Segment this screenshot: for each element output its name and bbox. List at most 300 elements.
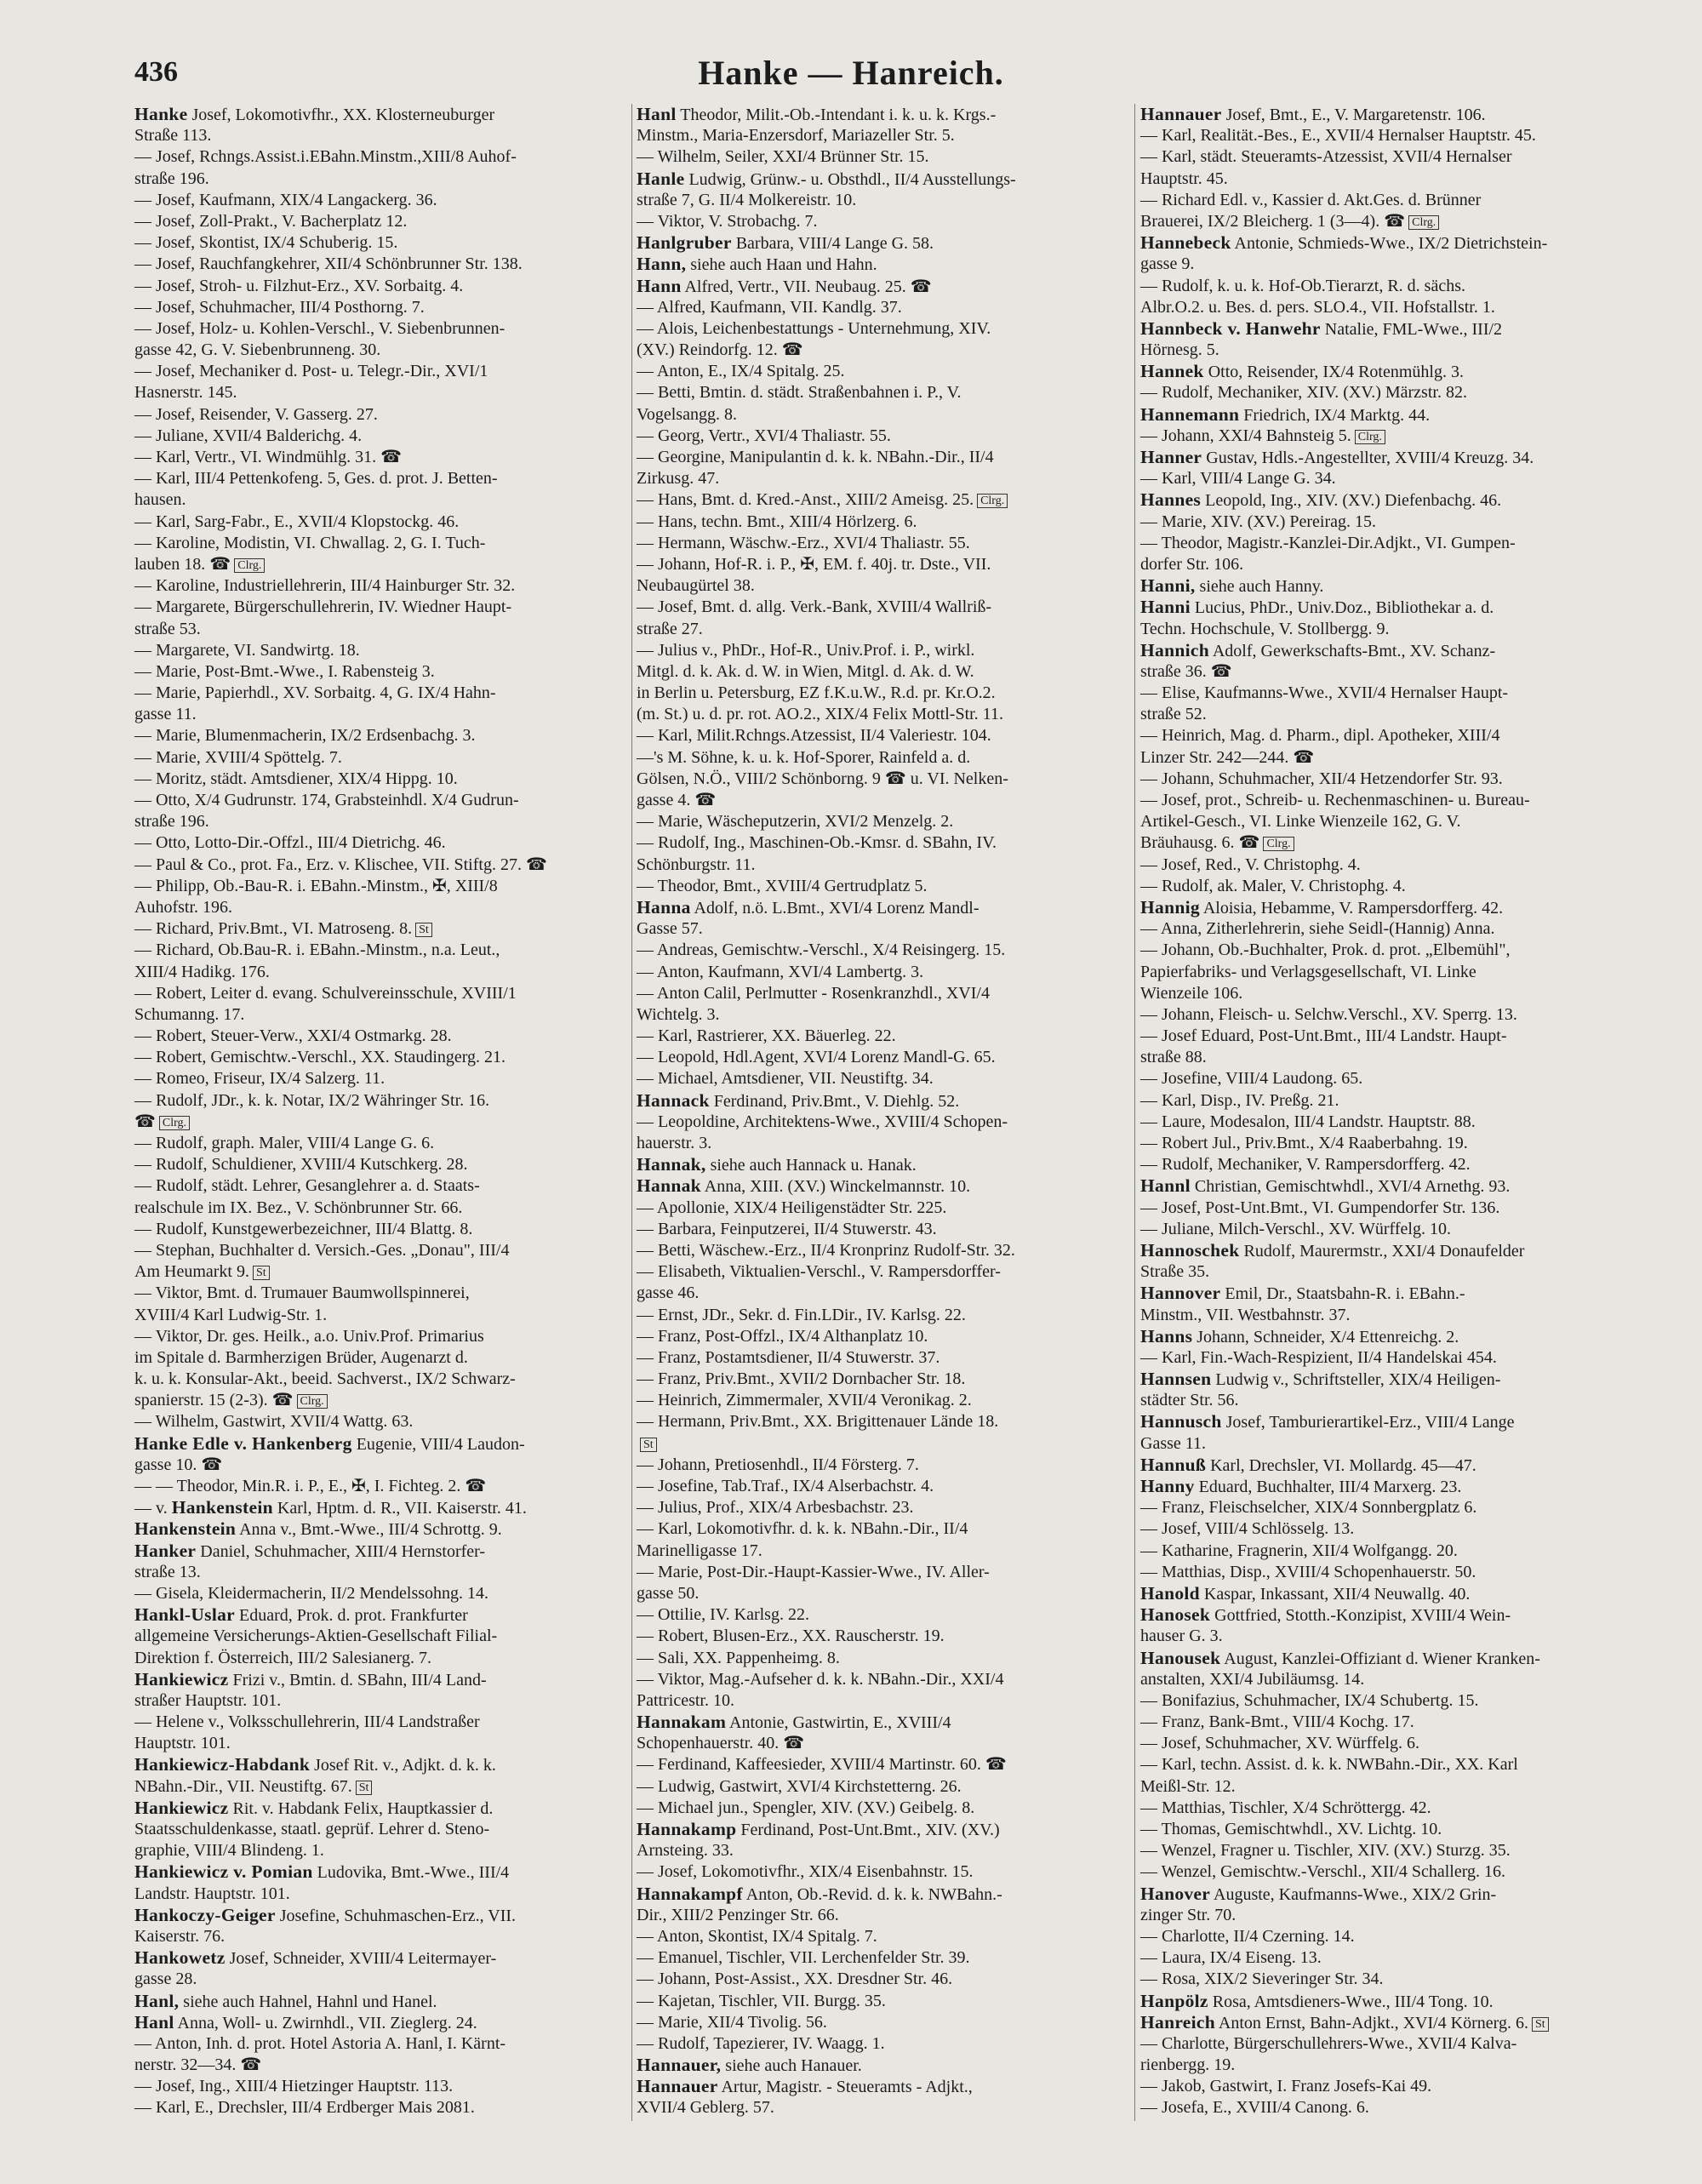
listing-badge: St [1532,2017,1549,2032]
entry-surname: Hankl-Uslar [134,1604,235,1626]
directory-line: Papierfabriks- und Verlagsgesellschaft, VI. Linke [1140,962,1476,981]
directory-line: — Moritz, städt. Amtsdiener, XIX/4 Hippg. 10. [134,769,458,788]
entry-surname: Hanke [134,104,188,124]
directory-line: Gasse 57. [637,919,703,939]
directory-line: — Otto, X/4 Gudrunstr. 174, Grabsteinhdl. X/4 Gudrun- [134,791,519,809]
directory-line: — Karl, VIII/4 Lange G. 34. [1140,469,1336,489]
entry-surname: Hannakam [637,1712,727,1733]
directory-line: Minstm., VII. Westbahnstr. 37. [1140,1305,1351,1324]
directory-line: — Josef, Schuhmacher, XV. Würffelg. 6. [1140,1734,1420,1753]
entry-text: Ferdinand, Post-Unt.Bmt., XIV. (XV.) [736,1821,1000,1839]
directory-line: — Richard Edl. v., Kassier d. Akt.Ges. d. Brünner [1140,190,1482,209]
entry-text: Bräuhausg. 6. ☎ [1140,833,1260,853]
directory-line: — Karl, Disp., IV. Preßg. 21. [1140,1090,1339,1110]
directory-entry [637,1712,1132,1733]
directory-line: Hauptstr. 45. [1140,169,1228,188]
directory-line: — Betti, Wäschew.-Erz., II/4 Kronprinz Rudolf-Str. 32. [637,1240,1015,1260]
directory-line: — Robert, Leiter d. evang. Schulvereinsschule, XVIII/1 [134,983,517,1003]
directory-line: Neubaugürtel 38. [637,576,755,596]
directory-column-3 [1140,104,1636,2119]
directory-line: — Otto, Lotto-Dir.-Offzl., III/4 Dietrichg. 46. [134,833,446,853]
directory-entry [1140,232,1636,254]
directory-line: — Josef, Holz- u. Kohlen-Verschl., V. Siebenbrunnen- [134,318,505,338]
entry-text: Barbara, VIII/4 Lange G. 58. [731,234,934,254]
directory-line: Mitgl. d. k. Ak. d. W. in Wien, Mitgl. d. Ak. d. W. [637,661,974,681]
directory-line: — Franz, Priv.Bmt., XVII/2 Dornbacher Str. 18. [637,1369,966,1389]
directory-line: — Marie, XII/4 Tivolig. 56. [637,2012,827,2032]
directory-line: Pattricestr. 10. [637,1690,734,1710]
directory-line: (m. St.) u. d. pr. rot. AO.2., XIX/4 Felix Mottl-Str. 11. [637,705,1003,724]
directory-entry [637,1175,1132,1197]
directory-line: Straße 35. [1140,1262,1210,1282]
directory-entry [637,104,1132,125]
entry-text: Adolf, n.ö. L.Bmt., XVI/4 Lorenz Mandl- [690,898,980,918]
entry-text: spanierstr. 15 (2-3). ☎ [134,1391,294,1410]
directory-line: dorfer Str. 106. [1140,554,1244,574]
directory-line: — Karl, Lokomotivfhr. d. k. k. NBahn.-Dir., II/4 [637,1519,968,1539]
directory-line: — Bonifazius, Schuhmacher, IX/4 Schubertg. 15. [1140,1690,1479,1710]
directory-line: — Viktor, Dr. ges. Heilk., a.o. Univ.Prof. Primarius [134,1326,484,1346]
entry-text: Antonie, Gastwirtin, E., XVIII/4 [726,1713,951,1733]
directory-entry [134,104,630,125]
directory-line: im Spitale d. Barmherzigen Brüder, Augenarzt d. [134,1347,468,1367]
directory-line: — Josef, Rauchfangkehrer, XII/4 Schönbrunner Str. 138. [134,254,523,274]
directory-line: — Ernst, JDr., Sekr. d. Fin.LDir., IV. Karlsg. 22. [637,1305,966,1324]
directory-line: — Robert, Steuer-Verw., XXI/4 Ostmarkg. 28. [134,1026,452,1046]
directory-line: — Rudolf, Tapezierer, IV. Waagg. 1. [637,2033,885,2053]
directory-line: straße 196. [134,812,209,832]
directory-line: — Anna, Zitherlehrerin, siehe Seidl-(Hannig) Anna. [1140,919,1495,939]
directory-line: — Apollonie, XIX/4 Heiligenstädter Str. 225. [637,1198,947,1217]
directory-entry [1140,426,1636,447]
entry-surname: Hanreich [1140,2011,1216,2032]
entry-surname: Hannak, [637,1154,706,1175]
directory-line: — Josef, Zoll-Prakt., V. Bacherplatz 12. [134,211,408,231]
directory-entry [134,1518,630,1540]
entry-text: Daniel, Schuhmacher, XIII/4 Hernstorfer- [196,1541,486,1561]
directory-line: hauser G. 3. [1140,1627,1223,1646]
directory-entry [134,1776,630,1798]
directory-entry [637,1154,1132,1175]
directory-line: — Josef, Red., V. Christophg. 4. [1140,855,1361,874]
directory-line: — Philipp, Ob.-Bau-R. i. EBahn.-Minstm., ✠, XIII/8 [134,876,498,895]
directory-line: gasse 11. [134,705,197,724]
directory-line: — Richard, Ob.Bau-R. i. EBahn.-Minstm., n.a. Leut., [134,940,500,960]
entry-surname: Hannoschek [1140,1239,1240,1261]
entry-surname: Hanni [1140,597,1191,618]
entry-surname: Hanl [134,2011,174,2032]
directory-line: — Karl, Rastrierer, XX. Bäuerleg. 22. [637,1026,896,1046]
directory-line: zinger Str. 70. [1140,1905,1237,1924]
entry-surname: Hannak [637,1175,701,1197]
directory-line: in Berlin u. Petersburg, EZ f.K.u.W., R.d. pr. Kr.O.2. [637,683,996,703]
directory-line: — Katharine, Fragnerin, XII/4 Wolfgangg. 20. [1140,1541,1458,1560]
directory-entry [134,1861,630,1883]
directory-entry [637,2055,1132,2076]
directory-line: — Marie, XVIII/4 Spöttelg. 7. [134,747,342,767]
column-divider [1134,104,1135,2121]
entry-surname: Hannek [1140,361,1204,382]
directory-line: Zirkusg. 47. [637,469,720,489]
entry-text: — Hans, Bmt. d. Kred.-Anst., XIII/2 Ameisg. 25. [637,490,974,510]
directory-line: realschule im IX. Bez., V. Schönbrunner Str. 66. [134,1198,463,1217]
directory-entry [134,1261,630,1283]
entry-text: siehe auch Haan und Hahn. [686,255,877,275]
entry-surname: Hanover [1140,1883,1211,1904]
entry-surname: Hankenstein [171,1497,273,1518]
directory-entry [1140,1604,1636,1626]
entry-surname: Hankoczy-Geiger [134,1904,276,1925]
directory-entry [134,554,630,575]
entry-surname: Hann [637,275,682,296]
entry-surname: Hanosek [1140,1604,1211,1626]
entry-surname: Hannack [637,1089,710,1111]
listing-badge: Clrg. [977,494,1008,508]
entry-text: Gustav, Hdls.-Angestellter, XVIII/4 Kreuzg. 34. [1202,449,1534,467]
entry-surname: Hanner [1140,447,1202,467]
page-number: 436 [134,56,178,88]
entry-surname: Hannl [1140,1175,1191,1197]
directory-line: Gasse 11. [1140,1433,1207,1453]
directory-line: gasse 9. [1140,254,1195,274]
directory-line: — Laure, Modesalon, III/4 Landstr. Hauptstr. 88. [1140,1112,1476,1131]
directory-line: — Viktor, V. Strobachg. 7. [637,211,818,231]
directory-line: — Karl, städt. Steueramts-Atzessist, XVII/4 Hernalser [1140,147,1512,167]
directory-column-1 [134,104,630,2119]
directory-line: — Rudolf, graph. Maler, VIII/4 Lange G. 6. [134,1134,435,1152]
entry-text: Rosa, Amtsdieners-Wwe., III/4 Tong. 10. [1208,1992,1494,2011]
directory-line: — Rudolf, k. u. k. Hof-Ob.Tierarzt, R. d. sächs. [1140,276,1466,295]
directory-line: — Johann, Ob.-Buchhalter, Prok. d. prot. „Elbemühl", [1140,940,1511,960]
directory-line: — Charlotte, Bürgerschullehrers-Wwe., XVII/4 Kalva- [1140,2033,1517,2053]
directory-line: Kaiserstr. 76. [134,1926,226,1946]
directory-entry [1140,1326,1636,1347]
directory-entry [637,489,1132,511]
listing-badge: St [356,1781,373,1795]
entry-text: Ludwig v., Schriftsteller, XIX/4 Heiligen- [1211,1370,1501,1390]
directory-line: — Wenzel, Fragner u. Tischler, XIV. (XV.) Sturzg. 35. [1140,1841,1511,1861]
column-divider [631,104,632,2121]
entry-surname: Hanl [637,104,677,124]
directory-entry [637,1433,1132,1455]
directory-line: allgemeine Versicherungs-Aktien-Gesellschaft Filial- [134,1627,498,1646]
entry-text: siehe auch Hanny. [1195,577,1324,597]
entry-text: Josef, Lokomotivfhr., XX. Klosterneuburger [187,106,495,124]
directory-line: hausen. [134,490,186,510]
entry-surname: Hanker [134,1540,197,1561]
directory-entry [637,254,1132,275]
entry-surname: Hankenstein [134,1518,237,1540]
directory-line: — Andreas, Gemischtw.-Verschl., X/4 Reisingerg. 15. [637,940,1006,960]
directory-line: Wichtelg. 3. [637,1004,720,1024]
directory-line: — Karoline, Industriellehrerin, III/4 Hainburger Str. 32. [134,576,516,596]
directory-entry [1140,640,1636,661]
directory-entry [1140,1240,1636,1261]
directory-line: — Elise, Kaufmanns-Wwe., XVII/4 Hernalser Haupt- [1140,683,1509,703]
entry-text: Am Heumarkt 9. [134,1262,249,1282]
directory-line: — Theodor, Magistr.-Kanzlei-Dir.Adjkt., VI. Gumpen- [1140,533,1516,552]
directory-entry [637,897,1132,918]
entry-surname: Hanousek [1140,1647,1221,1668]
directory-entry [1140,104,1636,125]
directory-entry [134,1669,630,1690]
entry-surname: Hannuß [1140,1454,1207,1475]
entry-text: Christian, Gemischtwhdl., XVI/4 Arnethg. 93. [1190,1177,1511,1197]
entry-text: Brauerei, IX/2 Bleicherg. 1 (3—4). ☎ [1140,211,1406,231]
directory-line: — Marie, Wäscheputzerin, XVI/2 Menzelg. 2. [637,812,954,832]
entry-surname: Hannebeck [1140,232,1231,254]
directory-entry [1140,1283,1636,1304]
directory-entry [1140,832,1636,854]
directory-entry [134,2012,630,2033]
directory-line: — Alfred, Kaufmann, VII. Kandlg. 37. [637,297,902,317]
directory-line: — Viktor, Mag.-Aufseher d. k. k. NBahn.-Dir., XXI/4 [637,1669,1004,1689]
directory-entry [1140,404,1636,426]
directory-entry [1140,447,1636,468]
directory-line: — Marie, XIV. (XV.) Pereirag. 15. [1140,512,1376,531]
directory-line: — Juliane, Milch-Verschl., XV. Würffelg. 10. [1140,1219,1451,1238]
directory-line: — Matthias, Tischler, X/4 Schröttergg. 42. [1140,1798,1431,1817]
directory-line: — Rudolf, Mechaniker, V. Rampersdorfferg. 42. [1140,1155,1471,1175]
directory-entry [1140,1455,1636,1476]
directory-entry [1140,1175,1636,1197]
entry-surname: Hannbeck v. Hanwehr [1140,317,1321,339]
directory-entry [134,1991,630,2012]
directory-line: — Matthias, Disp., XVIII/4 Schopenhauerstr. 50. [1140,1562,1476,1581]
entry-text: Theodor, Milit.-Ob.-Intendant i. k. u. k. Krgs.- [676,106,997,124]
directory-entry [134,1112,630,1133]
entry-text: Karl, Hptm. d. R., VII. Kaiserstr. 41. [272,1499,527,1518]
directory-line: — Josefa, E., XVIII/4 Canong. 6. [1140,2098,1369,2118]
directory-line: — Johann, Pretiosenhdl., II/4 Försterg. 7. [637,1455,919,1474]
directory-line: —'s M. Söhne, k. u. k. Hof-Sporer, Rainfeld a. d. [637,747,971,767]
entry-text: Aloisia, Hebamme, V. Rampersdorfferg. 42. [1199,898,1504,918]
directory-line: — Jakob, Gastwirt, I. Franz Josefs-Kai 49. [1140,2077,1432,2096]
directory-line: — Karl, Fin.-Wach-Respizient, II/4 Handelskai 454. [1140,1347,1497,1367]
directory-line: Dir., XIII/2 Penzinger Str. 66. [637,1905,839,1924]
directory-line: Vogelsangg. 8. [637,404,737,424]
directory-entry [1140,597,1636,618]
directory-line: — Rosa, XIX/2 Sieveringer Str. 34. [1140,1970,1384,1989]
directory-line: Direktion f. Österreich, III/2 Salesianerg. 7. [134,1648,431,1667]
directory-line: — Alois, Leichenbestattungs - Unternehmung, XIV. [637,318,991,338]
entry-surname: Hankiewicz [134,1668,229,1689]
directory-line: — Josef, Skontist, IX/4 Schuberig. 15. [134,233,398,253]
directory-line: — Emanuel, Tischler, VII. Lerchenfelder Str. 39. [637,1948,970,1968]
entry-text: Friedrich, IX/4 Marktg. 44. [1239,405,1431,425]
directory-line: — Josef, Ing., XIII/4 Hietzinger Hauptstr. 113. [134,2077,454,2096]
entry-surname: Hannich [1140,639,1209,660]
directory-line: Hasnerstr. 145. [134,383,237,403]
directory-line: — Karl, E., Drechsler, III/4 Erdberger Mais 2081. [134,2098,475,2118]
directory-line: Wienzeile 106. [1140,983,1243,1003]
entry-text: Anna, Woll- u. Zwirnhdl., VII. Zieglerg. 24. [174,2013,477,2032]
directory-line: Hörnesg. 5. [1140,340,1219,360]
directory-line: — Johann, Hof-R. i. P., ✠, EM. f. 40j. tr. Dste., VII. [637,554,991,574]
directory-line: — Josef, Rchngs.Assist.i.EBahn.Minstm.,XIII/8 Auhof- [134,147,517,167]
listing-badge: St [415,923,432,937]
directory-line: straße 27. [637,619,703,638]
directory-line: — Viktor, Bmt. d. Trumauer Baumwollspinnerei, [134,1284,470,1303]
entry-text: Josef, Schneider, XVIII/4 Leitermayer- [225,1949,497,1969]
directory-entry [637,2076,1132,2097]
directory-line: — Franz, Bank-Bmt., VIII/4 Kochg. 17. [1140,1712,1414,1732]
entry-surname: Hanny [1140,1476,1195,1496]
directory-line: — Rudolf, Schuldiener, XVIII/4 Kutschkerg. 28. [134,1155,468,1175]
listing-badge: St [640,1438,657,1452]
directory-line: Techn. Hochschule, V. Stollbergg. 9. [1140,619,1390,638]
directory-line: — Marie, Post-Bmt.-Wwe., I. Rabensteig 3. [134,661,435,681]
directory-line: straße 196. [134,169,209,188]
directory-entry [1140,489,1636,511]
directory-line: straße 53. [134,619,201,638]
directory-line: — Margarete, Bürgerschullehrerin, IV. Wiedner Haupt- [134,597,512,617]
directory-line: Schönburgstr. 11. [637,855,756,874]
directory-line: — Rudolf, städt. Lehrer, Gesanglehrer a. d. Staats- [134,1176,480,1196]
directory-line: — Gisela, Kleidermacherin, II/2 Mendelssohng. 14. [134,1583,489,1603]
entry-text: siehe auch Hahnel, Hahnl und Hanel. [179,1992,437,2011]
directory-line: — Josef, VIII/4 Schlösselg. 13. [1140,1519,1355,1539]
directory-line: — Georgine, Manipulantin d. k. k. NBahn.-Dir., II/4 [637,448,994,466]
directory-line: — Michael jun., Spengler, XIV. (XV.) Geibelg. 8. [637,1798,975,1817]
directory-line: — Rudolf, ak. Maler, V. Christophg. 4. [1140,876,1406,895]
entry-text: Anton Ernst, Bahn-Adjkt., XVI/4 Körnerg. 6. [1215,2013,1528,2032]
directory-line: — Karl, techn. Assist. d. k. k. NWBahn.-Dir., XX. Karl [1140,1755,1518,1775]
directory-line: — Anton, Inh. d. prot. Hotel Astoria A. Hanl, I. Kärnt- [134,2033,506,2053]
directory-line: gasse 28. [134,1970,197,1989]
directory-line: XIII/4 Hadikg. 176. [134,962,270,981]
directory-line: Gölsen, N.Ö., VIII/2 Schönborng. 9 ☎ u. VI. Nelken- [637,769,1008,788]
directory-entry [1140,318,1636,340]
directory-column-2 [637,104,1132,2119]
entry-surname: Hannusch [1140,1411,1222,1432]
directory-line: gasse 4. ☎ [637,791,717,809]
directory-line: — Karl, Sarg-Fabr., E., XVII/4 Klopstockg. 46. [134,512,460,531]
entry-surname: Hannakampf [637,1883,743,1904]
entry-text: Ludwig, Grünw.- u. Obsthdl., II/4 Ausstellungs- [684,169,1016,189]
listing-badge: Clrg. [1408,215,1439,230]
entry-text: Josef Rit. v., Adjkt. d. k. k. [310,1756,496,1775]
directory-entry [637,1884,1132,1905]
directory-line: — Rudolf, Kunstgewerbezeichner, III/4 Blattg. 8. [134,1219,473,1238]
entry-text: Anna, XIII. (XV.) Winckelmannstr. 10. [700,1177,971,1197]
entry-text: Eduard, Buchhalter, III/4 Marxerg. 23. [1194,1478,1462,1496]
directory-line: — — Theodor, Min.R. i. P., E., ✠, I. Fichteg. 2. ☎ [134,1477,487,1495]
directory-line: — Juliane, XVII/4 Balderichg. 4. [134,426,363,445]
directory-line: — Johann, Post-Assist., XX. Dresdner Str. 46. [637,1970,953,1989]
directory-line: rienbergg. 19. [1140,2055,1236,2075]
directory-line: — Elisabeth, Viktualien-Verschl., V. Rampersdorffer- [637,1262,1001,1282]
directory-line: — Wilhelm, Seiler, XXI/4 Brünner Str. 15. [637,147,929,167]
entry-text: Eugenie, VIII/4 Laudon- [351,1434,525,1454]
directory-entry [1140,361,1636,382]
directory-line: gasse 50. [637,1583,700,1603]
listing-badge: Clrg. [297,1394,328,1409]
directory-line: Albr.O.2. u. Bes. d. pers. SLO.4., VII. Hofstallstr. 1. [1140,297,1495,317]
entry-surname: Hannsen [1140,1369,1212,1390]
directory-line: — Karoline, Modistin, VI. Chwallag. 2, G. I. Tuch- [134,533,486,552]
listing-badge: St [253,1266,270,1280]
directory-line: — Laura, IX/4 Eiseng. 13. [1140,1948,1322,1968]
directory-entry [134,1947,630,1969]
directory-line: — Michael, Amtsdiener, VII. Neustiftg. 34. [637,1069,934,1089]
entry-text: Josef, Tamburierartikel-Erz., VIII/4 Lange [1221,1413,1515,1432]
entry-surname: Hannauer, [637,2055,722,2076]
directory-line: — Rudolf, JDr., k. k. Notar, IX/2 Währinger Str. 16. [134,1090,490,1110]
entry-text: lauben 18. ☎ [134,554,231,574]
directory-line: — Betti, Bmtin. d. städt. Straßenbahnen i. P., V. [637,383,962,403]
directory-line: — Franz, Fleischselcher, XIX/4 Sonnbergplatz 6. [1140,1498,1477,1518]
entry-text: Anna v., Bmt.-Wwe., III/4 Schrottg. 9. [236,1520,502,1540]
directory-entry [637,1819,1132,1840]
directory-line: — Wilhelm, Gastwirt, XVII/4 Wattg. 63. [134,1412,414,1432]
directory-line: — Ludwig, Gastwirt, XVI/4 Kirchstetterng. 26. [637,1776,962,1796]
directory-entry [134,1497,630,1518]
directory-line: — Theodor, Bmt., XVIII/4 Gertrudplatz 5. [637,876,928,895]
entry-text: Gottfried, Stotth.-Konzipist, XVIII/4 Wein- [1210,1606,1511,1626]
directory-line: — Hermann, Priv.Bmt., XX. Brigittenauer Lände 18. [637,1412,999,1432]
directory-line: — Josef, Kaufmann, XIX/4 Langackerg. 36. [134,190,437,209]
directory-entry [637,276,1132,297]
entry-text: August, Kanzlei-Offiziant d. Wiener Kranken- [1220,1649,1540,1668]
directory-line: Staatsschuldenkasse, staatl. geprüf. Lehrer d. Steno- [134,1820,490,1838]
directory-line: graphie, VIII/4 Blindeng. 1. [134,1841,324,1861]
entry-text: — Johann, XXI/4 Bahnsteig 5. [1140,426,1351,445]
entry-text: NBahn.-Dir., VII. Neustiftg. 67. [134,1776,352,1796]
directory-line: — Charlotte, II/4 Czerning. 14. [1140,1926,1355,1946]
directory-line: Schopenhauerstr. 40. ☎ [637,1734,805,1753]
listing-badge: Clrg. [159,1116,190,1130]
directory-line: — Hans, techn. Bmt., XIII/4 Hörlzerg. 6. [637,512,917,531]
directory-entry [1140,1884,1636,1905]
directory-entry [134,1541,630,1562]
directory-line: — Robert, Blusen-Erz., XX. Rauscherstr. 19. [637,1627,945,1646]
directory-line: — Paul & Co., prot. Fa., Erz. v. Klischee, VII. Stiftg. 27. ☎ [134,855,547,874]
directory-line: — Marie, Papierhdl., XV. Sorbaitg. 4, G. IX/4 Hahn- [134,683,496,703]
listing-badge: Clrg. [1263,837,1294,851]
directory-line: straßer Hauptstr. 101. [134,1690,282,1710]
directory-line: — Josef, Mechaniker d. Post- u. Telegr.-Dir., XVI/1 [134,362,488,381]
directory-line: — Anton, Kaufmann, XVI/4 Lambertg. 3. [637,962,924,981]
directory-line: straße 36. ☎ [1140,661,1232,681]
entry-surname: Hannover [1140,1283,1221,1304]
directory-line: — Karl, Realität.-Bes., E., XVII/4 Hernalser Hauptstr. 45. [1140,126,1536,146]
directory-line: Landstr. Hauptstr. 101. [134,1884,290,1903]
entry-surname: Hannauer [637,2076,718,2097]
entry-text: ☎ [134,1112,156,1131]
entry-surname: Hannig [1140,896,1200,918]
entry-surname: Hanns [1140,1325,1193,1346]
directory-line: — Josef, Schuhmacher, III/4 Posthorng. 7. [134,297,425,317]
entry-surname: Hannemann [1140,403,1240,425]
entry-prefix: — v. [134,1499,172,1518]
directory-line: — Karl, Vertr., VI. Windmühlg. 31. ☎ [134,448,403,466]
directory-line: XVIII/4 Karl Ludwig-Str. 1. [134,1305,328,1324]
directory-line: — Julius, Prof., XIX/4 Arbesbachstr. 23. [637,1498,914,1518]
directory-line: — Franz, Post-Offzl., IX/4 Althanplatz 10. [637,1326,928,1346]
directory-line: — Robert, Gemischtw.-Verschl., XX. Staudingerg. 21. [134,1048,506,1067]
entry-text: Leopold, Ing., XIV. (XV.) Diefenbachg. 46. [1201,491,1502,511]
directory-line: — Josefine, VIII/4 Laudong. 65. [1140,1069,1363,1089]
directory-line: XVII/4 Geblerg. 57. [637,2098,774,2118]
entry-text: siehe auch Hanauer. [721,2056,862,2076]
directory-line: städter Str. 56. [1140,1391,1239,1410]
entry-surname: Hannauer [1140,104,1222,124]
directory-line: — Kajetan, Tischler, VII. Burgg. 35. [637,1991,886,2010]
entry-text: siehe auch Hannack u. Hanak. [705,1156,917,1175]
directory-line: (XV.) Reindorfg. 12. ☎ [637,340,803,360]
directory-line: — Ottilie, IV. Karlsg. 22. [637,1605,809,1625]
